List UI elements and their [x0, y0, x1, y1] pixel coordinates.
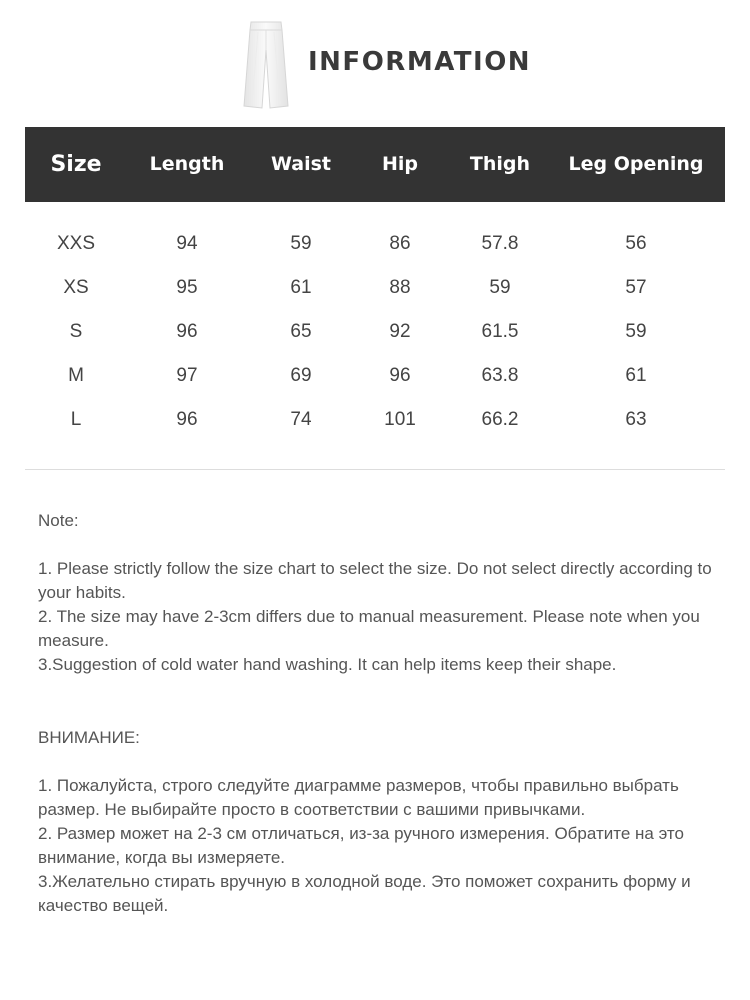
column-header-hip: Hip — [381, 153, 418, 175]
cell-hip: 88 — [389, 277, 411, 298]
page-title: INFORMATION — [308, 47, 532, 77]
cell-hip: 92 — [389, 321, 411, 342]
notes-heading: Note: — [38, 511, 79, 530]
cell-size: M — [68, 365, 84, 386]
table-row — [25, 398, 725, 442]
cell-thigh: 66.2 — [481, 409, 519, 430]
cell-size: XXS — [56, 233, 96, 254]
column-header-length: Length — [149, 153, 225, 175]
section-divider — [25, 469, 725, 470]
cell-length: 95 — [176, 277, 198, 298]
cell-thigh: 61.5 — [481, 321, 519, 342]
cell-waist: 61 — [290, 277, 312, 298]
note-item: 2. Размер может на 2-3 см отличаться, из-за ручного измерения. Обратите на это внимание, когда вы измеряете. — [38, 824, 684, 867]
cell-leg-opening: 61 — [625, 365, 647, 386]
column-header-leg-opening: Leg Opening — [568, 153, 704, 175]
cell-thigh: 57.8 — [481, 233, 519, 254]
table-row — [25, 310, 725, 354]
note-item: 1. Пожалуйста, строго следуйте диаграмме размеров, чтобы правильно выбрать размер. Не выбирайте просто в соответствии с вашими привычками. — [38, 776, 679, 819]
size-table-body — [25, 222, 725, 442]
cell-hip: 101 — [384, 409, 416, 430]
notes-heading: ВНИМАНИЕ: — [38, 728, 140, 747]
note-item: 3.Желательно стирать вручную в холодной воде. Это поможет сохранить форму и качество вещей. — [38, 872, 691, 915]
cell-size: XS — [63, 277, 89, 298]
table-row — [25, 266, 725, 310]
cell-waist: 69 — [290, 365, 312, 386]
cell-waist: 74 — [290, 409, 312, 430]
cell-waist: 65 — [290, 321, 312, 342]
cell-leg-opening: 57 — [625, 277, 647, 298]
table-row — [25, 222, 725, 266]
notes-english — [38, 509, 718, 677]
note-item: 1. Please strictly follow the size chart to select the size. Do not select directly according to your habits. — [38, 559, 712, 602]
cell-length: 96 — [176, 409, 198, 430]
note-item: 2. The size may have 2-3cm differs due to manual measurement. Please note when you measure. — [38, 607, 700, 650]
cell-thigh: 59 — [489, 277, 511, 298]
cell-hip: 96 — [389, 365, 411, 386]
cell-size: L — [70, 409, 82, 430]
size-table-header — [25, 127, 725, 202]
notes-russian — [38, 726, 718, 918]
cell-waist: 59 — [290, 233, 312, 254]
cell-length: 94 — [176, 233, 198, 254]
column-header-waist: Waist — [270, 153, 331, 175]
pants-product-image — [238, 20, 294, 110]
cell-leg-opening: 56 — [625, 233, 647, 254]
column-header-thigh: Thigh — [469, 153, 531, 175]
cell-length: 96 — [176, 321, 198, 342]
cell-hip: 86 — [389, 233, 411, 254]
table-row — [25, 354, 725, 398]
cell-leg-opening: 63 — [625, 409, 647, 430]
cell-size: S — [69, 321, 83, 342]
cell-leg-opening: 59 — [625, 321, 647, 342]
note-item: 3.Suggestion of cold water hand washing. It can help items keep their shape. — [38, 655, 617, 674]
cell-length: 97 — [176, 365, 198, 386]
header — [0, 0, 750, 127]
column-header-size: Size — [50, 152, 102, 177]
cell-thigh: 63.8 — [481, 365, 519, 386]
